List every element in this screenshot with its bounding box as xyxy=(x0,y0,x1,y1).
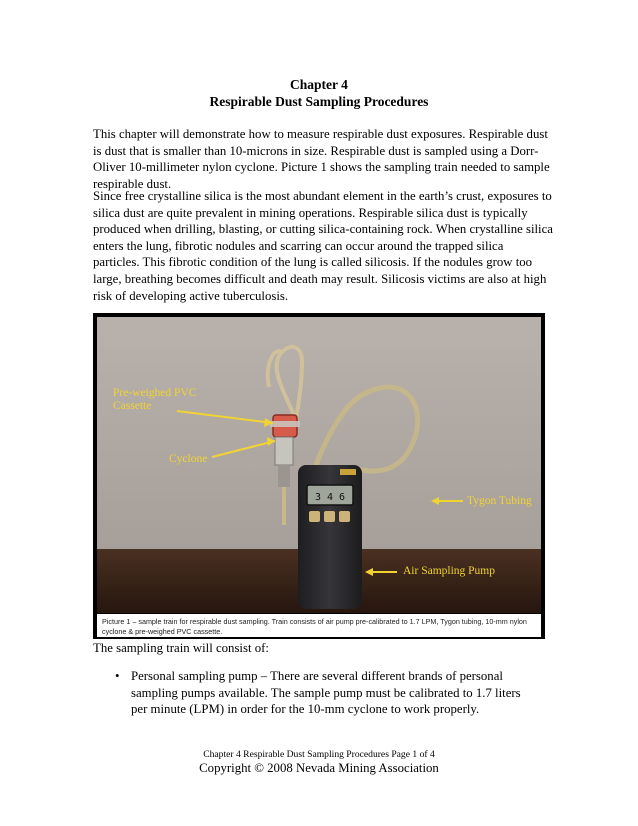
chapter-title: Respirable Dust Sampling Procedures xyxy=(209,94,429,109)
list-intro: The sampling train will consist of: xyxy=(93,641,269,655)
chapter-number: Chapter 4 xyxy=(290,77,348,92)
label-cassette: Pre-weighed PVC Cassette xyxy=(113,387,197,412)
list-item xyxy=(115,668,535,718)
equipment-list xyxy=(115,668,535,718)
label-cyclone: Cyclone xyxy=(169,453,208,465)
bullet-icon: • xyxy=(115,669,120,683)
copyright-notice: Copyright © 2008 Nevada Mining Association xyxy=(199,761,439,775)
silica-paragraph: Since free crystalline silica is the most abundant element in the earth’s crust, exposures to silica dust are quite prevalent in mining operations. Respirable silica dust is typically produced when drilling, blasting, or cutting silica-containing rock. When crystalline silica enters the lung, fibrotic nodules and scarring can occur around the trapped silica particles. This fibrotic condition of the lung is called silicosis. If the nodules grow too large, breathing becomes difficult and death may result. Silicosis victims are also at high risk of developing active tuberculosis. xyxy=(93,189,553,303)
pump-display-reading: 3 4 6 xyxy=(314,492,346,503)
list-item-text: Personal sampling pump – There are several different brands of personal sampling pumps available. The sample pump must be calibrated to 1.7 liters per minute (LPM) in order for the 10-mm cyclone to work properly. xyxy=(131,669,521,717)
sampling-train-photo xyxy=(93,313,545,639)
photo-scene xyxy=(97,317,541,613)
page-footer: Chapter 4 Respirable Dust Sampling Procedures Page 1 of 4 xyxy=(203,749,435,760)
figure-caption: Picture 1 – sample train for respirable dust sampling. Train consists of air pump pre-calibrated to 1.7 LPM, Tygon tubing, 10-mm nylon cyclone & pre-weighed PVC cassette. xyxy=(97,614,541,637)
cyclone-body xyxy=(275,437,293,465)
intro-paragraph: This chapter will demonstrate how to measure respirable dust exposures. Respirable dust is dust that is smaller than 10-microns in size. Respirable dust is sampled using a Dorr-Oliver 10-millimeter nylon cyclone. Picture 1 shows the sampling train needed to sample respirable dust. xyxy=(93,127,550,191)
label-pump: Air Sampling Pump xyxy=(403,565,496,577)
chapter-heading xyxy=(0,76,638,110)
label-tubing: Tygon Tubing xyxy=(467,495,532,507)
